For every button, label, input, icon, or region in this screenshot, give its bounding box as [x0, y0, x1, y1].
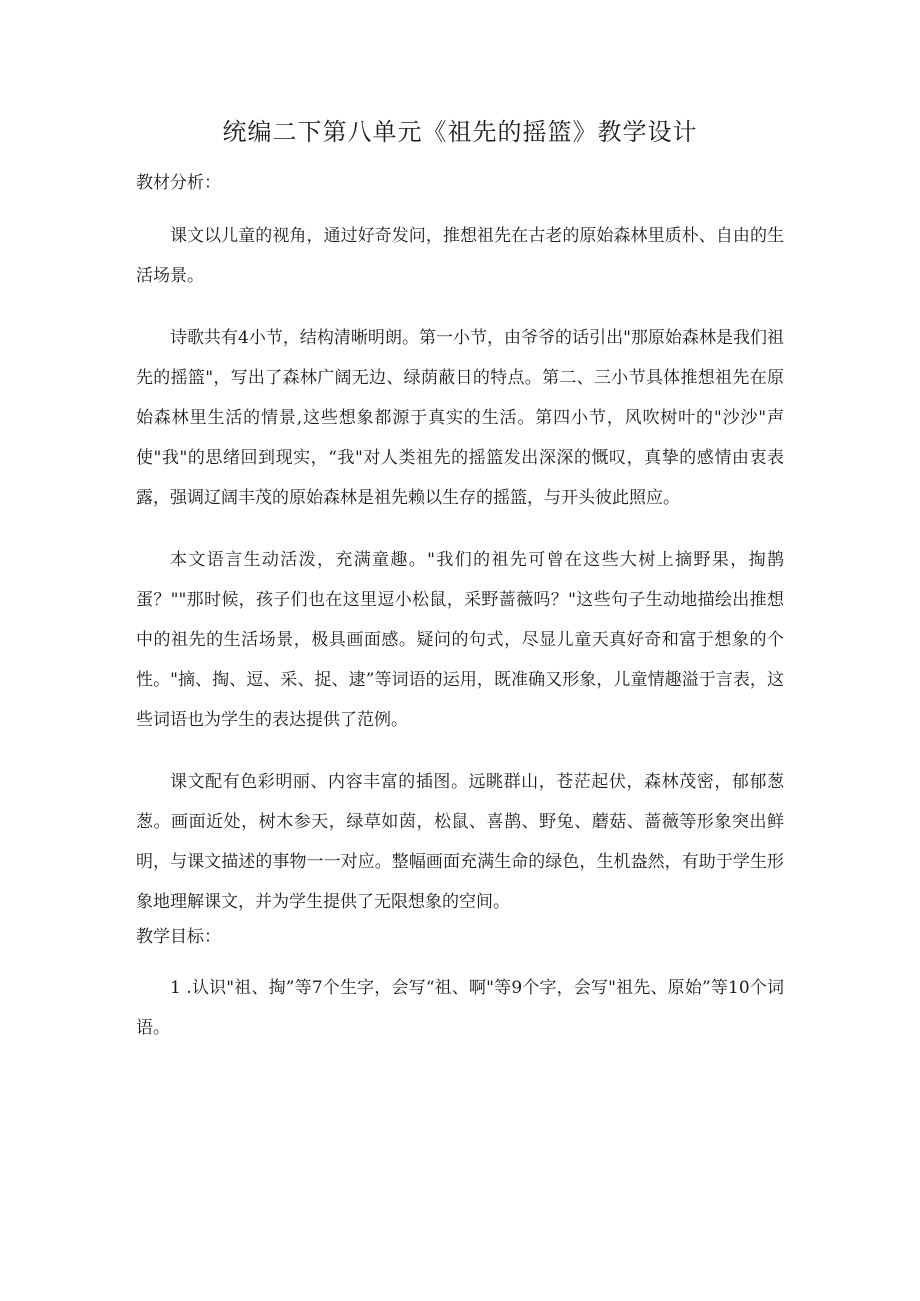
paragraph-3: 本文语言生动活泼，充满童趣。"我们的祖先可曾在这些大树上摘野果，掏鹊蛋？""那时候，孩子们也在这里逗小松鼠，采野蔷薇吗？"这些句子生动地描绘出推想中的祖先的生活场景，极具画面感。疑问的句式，尽显儿童天真好奇和富于想象的个性。"摘、掏、逗、采、捉、逮”等词语的运用，既准确又形象，儿童情趣溢于言表，这些词语也为学生的表达提供了范例。 [136, 550, 784, 730]
document-title: 统编二下第八单元《祖先的摇篮》教学设计 [222, 118, 698, 146]
paragraph-1: 课文以儿童的视角，通过好奇发问，推想祖先在古老的原始森林里质朴、自由的生活场景。 [136, 226, 784, 286]
section-label-analysis: 教材分析： [136, 173, 221, 193]
paragraph-4: 课文配有色彩明丽、内容丰富的插图。远眺群山，苍茫起伏，森林茂密，郁郁葱葱。画面近处，树木参天，绿草如茵，松鼠、喜鹊、野兔、蘑菇、蔷薇等形象突出鲜明，与课文描述的事物一一对应。整幅画面充满生命的绿色，生机盎然，有助于学生形象地理解课文，并为学生提供了无限想象的空间。 [136, 772, 784, 912]
objective-item-1: 1 .认识"祖、掏”等7个生字，会写“祖、啊"等9个字，会写"祖先、原始”等10个词语。 [136, 978, 784, 1038]
paragraph-2: 诗歌共有4小节，结构清晰明朗。第一小节，由爷爷的话引出"那原始森林是我们祖先的摇篮"，写出了森林广阔无边、绿荫蔽日的特点。第二、三小节具体推想祖先在原始森林里生活的情景,这些想象都源于真实的生活。第四小节，风吹树叶的"沙沙"声使"我"的思绪回到现实，“我"对人类祖先的摇篮发出深深的慨叹，真挚的感情由衷表露，强调辽阔丰茂的原始森林是祖先赖以生存的摇篮，与开头彼此照应。 [136, 328, 784, 508]
section-label-objectives: 教学目标： [136, 927, 221, 947]
